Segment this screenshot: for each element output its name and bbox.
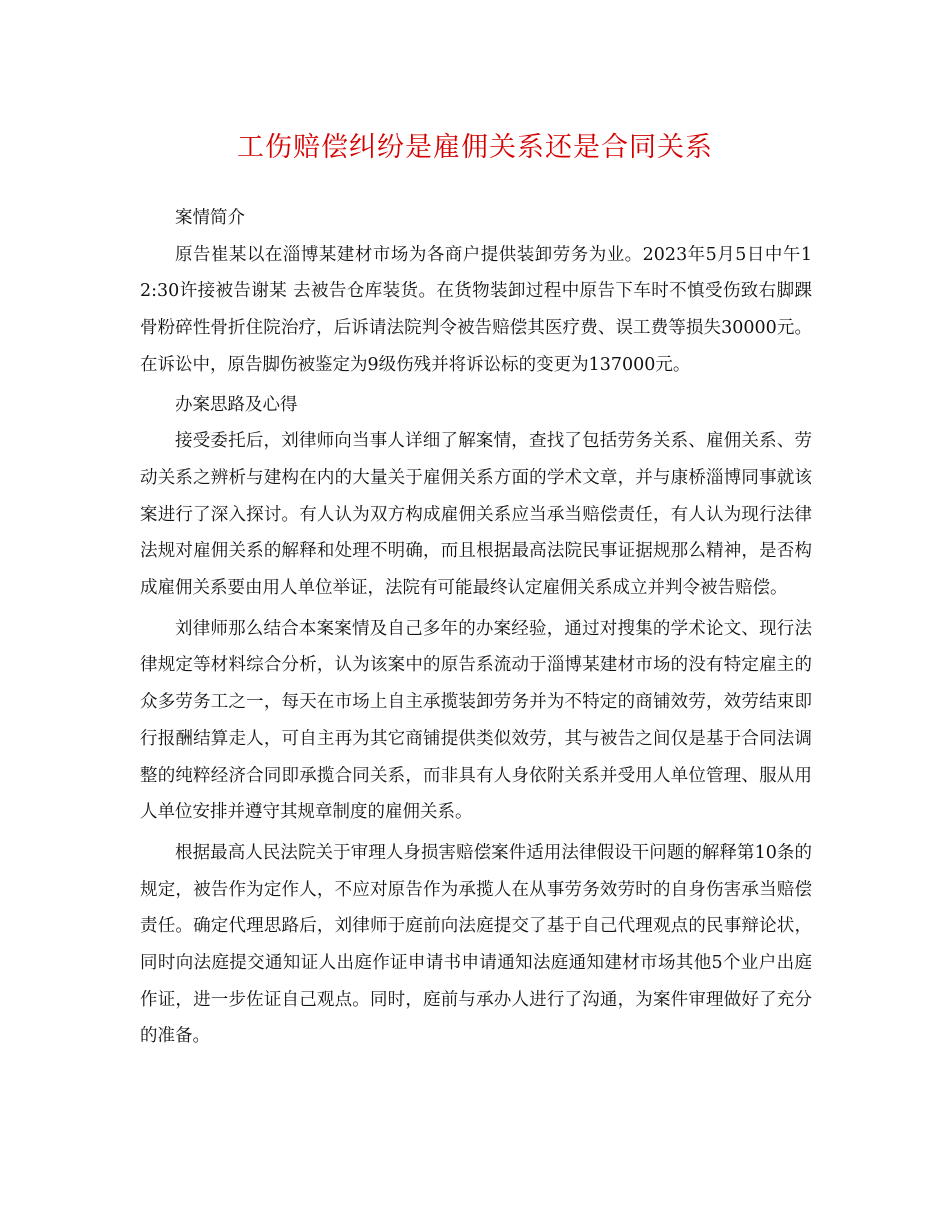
paragraph-approach-3: 根据最高人民法院关于审理人身损害赔偿案件适用法律假设干问题的解释第10条的规定，被告作为定作人，不应对原告作为承揽人在从事劳务效劳时的自身伤害承当赔偿责任。确定代理思路后，刘律师于庭前向法庭提交了基于自己代理观点的民事辩论状，同时向法庭提交通知证人出庭作证申请书申请通知法庭通知建材市场其他5个业户出庭作证，进一步佐证自己观点。同时，庭前与承办人进行了沟通，为案件审理做好了充分的准备。 [140,842,812,1047]
document-body [140,200,812,1055]
paragraph-approach-2: 刘律师那么结合本案案情及自己多年的办案经验，通过对搜集的学术论文、现行法律规定等材料综合分析，认为该案中的原告系流动于淄博某建材市场的没有特定雇主的众多劳务工之一，每天在市场上自主承揽装卸劳务并为不特定的商铺效劳，效劳结束即行报酬结算走人，可自主再为其它商铺提供类似效劳，其与被告之间仅是基于合同法调整的纯粹经济合同即承揽合同关系，而非具有人身依附关系并受用人单位管理、服从用人单位安排并遵守其规章制度的雇佣关系。 [140,618,812,823]
document-title: 工伤赔偿纠纷是雇佣关系还是合同关系 [237,132,713,163]
section-heading-case-intro: 案情简介 [175,208,245,228]
paragraph-case-intro: 原告崔某以在淄博某建材市场为各商户提供装卸劳务为业。2023年5月5日中午12:30许接被告谢某 去被告仓库装货。在货物装卸过程中原告下车时不慎受伤致右脚踝骨粉碎性骨折住院治疗，后诉请法院判令被告赔偿其医疗费、误工费等损失30000元。在诉讼中，原告脚伤被鉴定为9级伤残并将诉讼标的变更为137000元。 [140,244,812,375]
section-heading-approach: 办案思路及心得 [175,394,298,415]
paragraph-approach-1: 接受委托后，刘律师向当事人详细了解案情，查找了包括劳务关系、雇佣关系、劳动关系之辨析与建构在内的大量关于雇佣关系方面的学术文章，并与康桥淄博同事就该案进行了深入探讨。有人认为双方构成雇佣关系应当承当赔偿责任，有人认为现行法律法规对雇佣关系的解释和处理不明确，而且根据最高法院民事证据规那么精神，是否构成雇佣关系要由用人单位举证，法院有可能最终认定雇佣关系成立并判令被告赔偿。 [140,431,812,598]
